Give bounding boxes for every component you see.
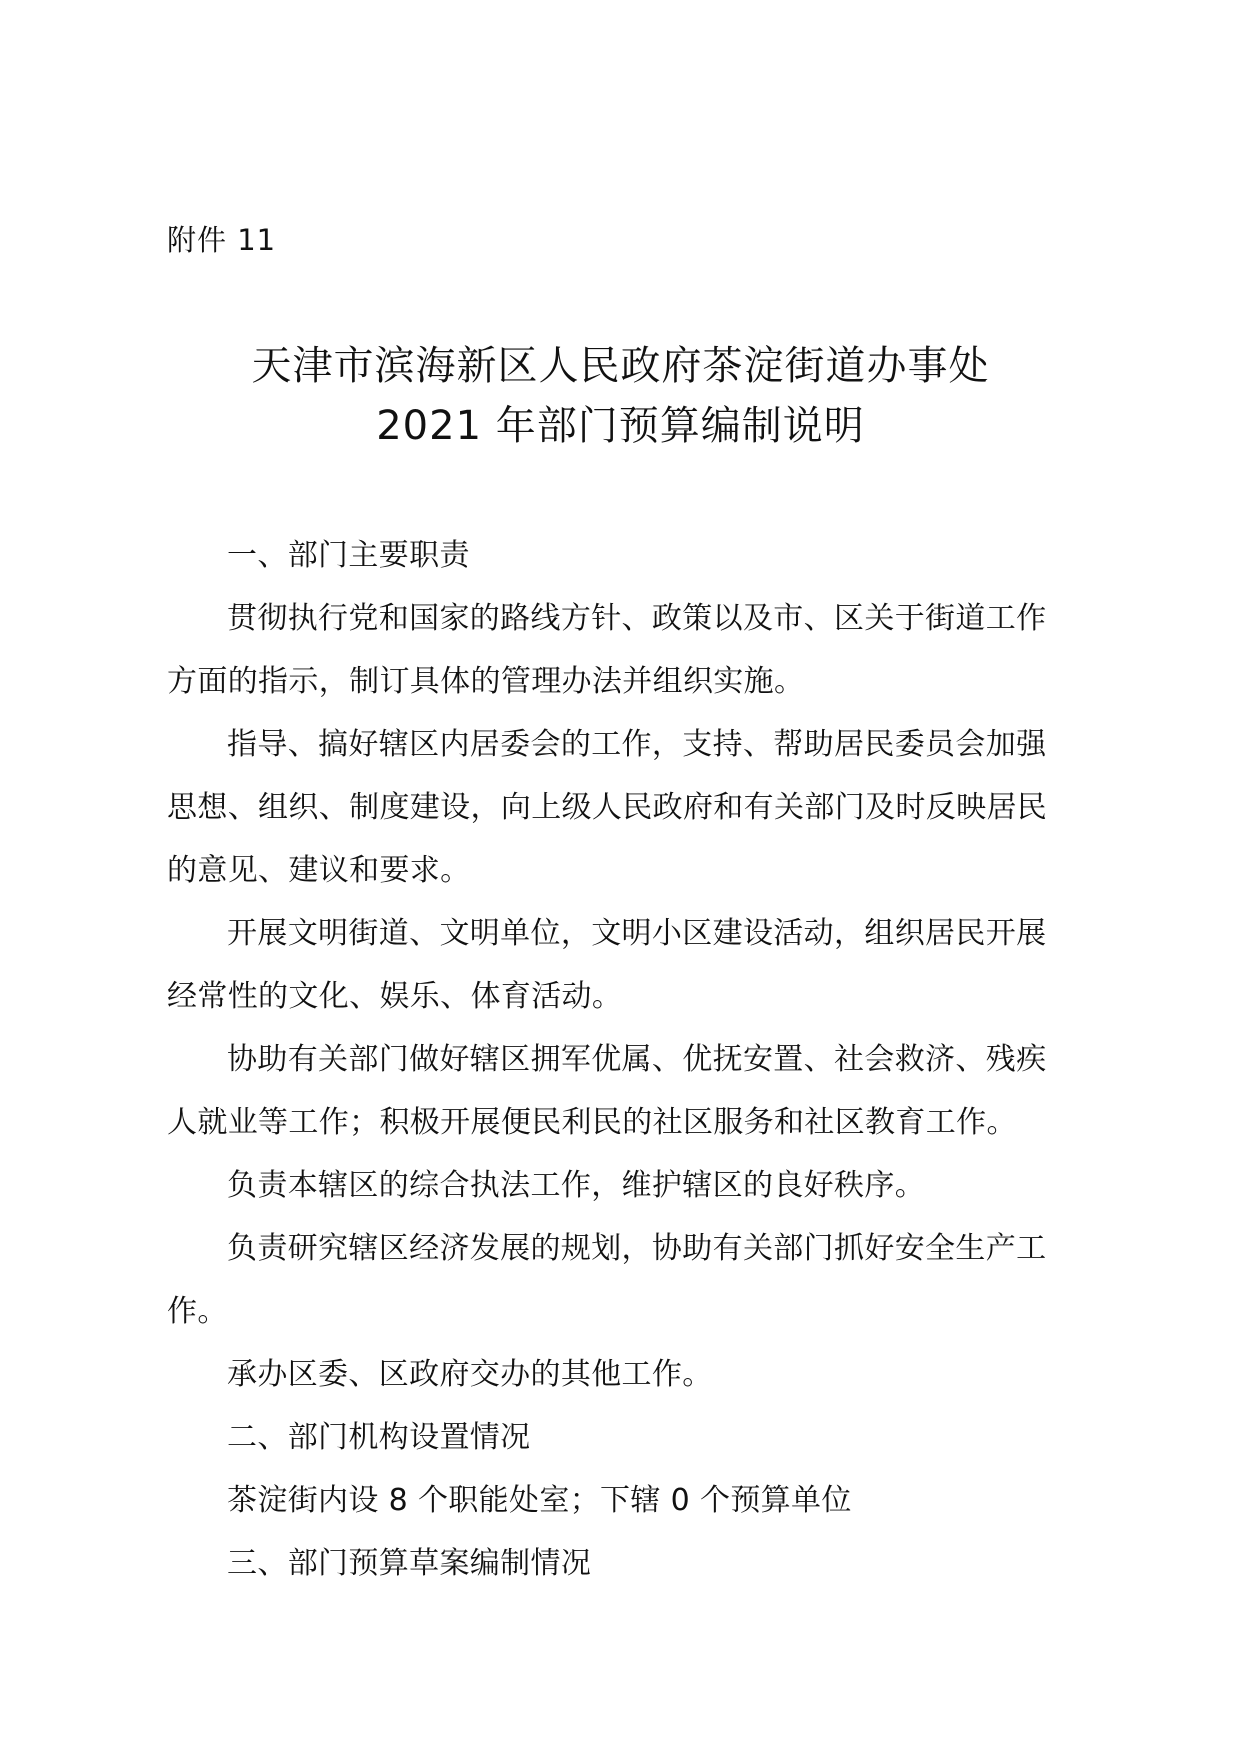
section-heading-2: 二、部门机构设置情况 <box>227 1420 531 1455</box>
paragraph-duty-5: 负责本辖区的综合执法工作，维护辖区的良好秩序。 <box>227 1168 926 1203</box>
attachment-label: 附件 11 <box>167 223 277 257</box>
section-heading-1: 一、部门主要职责 <box>227 538 470 573</box>
document-body <box>167 524 1075 1595</box>
paragraph-duty-2: 指导、搞好辖区内居委会的工作，支持、帮助居民委员会加强思想、组织、制度建设，向上级人民政府和有关部门及时反映居民的意见、建议和要求。 <box>167 727 1048 888</box>
paragraph-duty-7: 承办区委、区政府交办的其他工作。 <box>227 1357 713 1392</box>
paragraph-duty-3: 开展文明街道、文明单位，文明小区建设活动，组织居民开展经常性的文化、娱乐、体育活动。 <box>167 916 1047 1014</box>
paragraph-organization: 茶淀街内设 8 个职能处室；下辖 0 个预算单位 <box>227 1483 852 1518</box>
paragraph-duty-1: 贯彻执行党和国家的路线方针、政策以及市、区关于街道工作方面的指示，制订具体的管理办法并组织实施。 <box>167 601 1047 699</box>
document-title-line-2: 2021 年部门预算编制说明 <box>376 403 865 449</box>
document-title-line-1: 天津市滨海新区人民政府茶淀街道办事处 <box>251 343 990 389</box>
paragraph-duty-4: 协助有关部门做好辖区拥军优属、优抚安置、社会救济、残疾人就业等工作；积极开展便民利民的社区服务和社区教育工作。 <box>167 1042 1047 1140</box>
section-heading-3: 三、部门预算草案编制情况 <box>227 1546 592 1581</box>
paragraph-duty-6: 负责研究辖区经济发展的规划，协助有关部门抓好安全生产工作。 <box>167 1231 1047 1329</box>
